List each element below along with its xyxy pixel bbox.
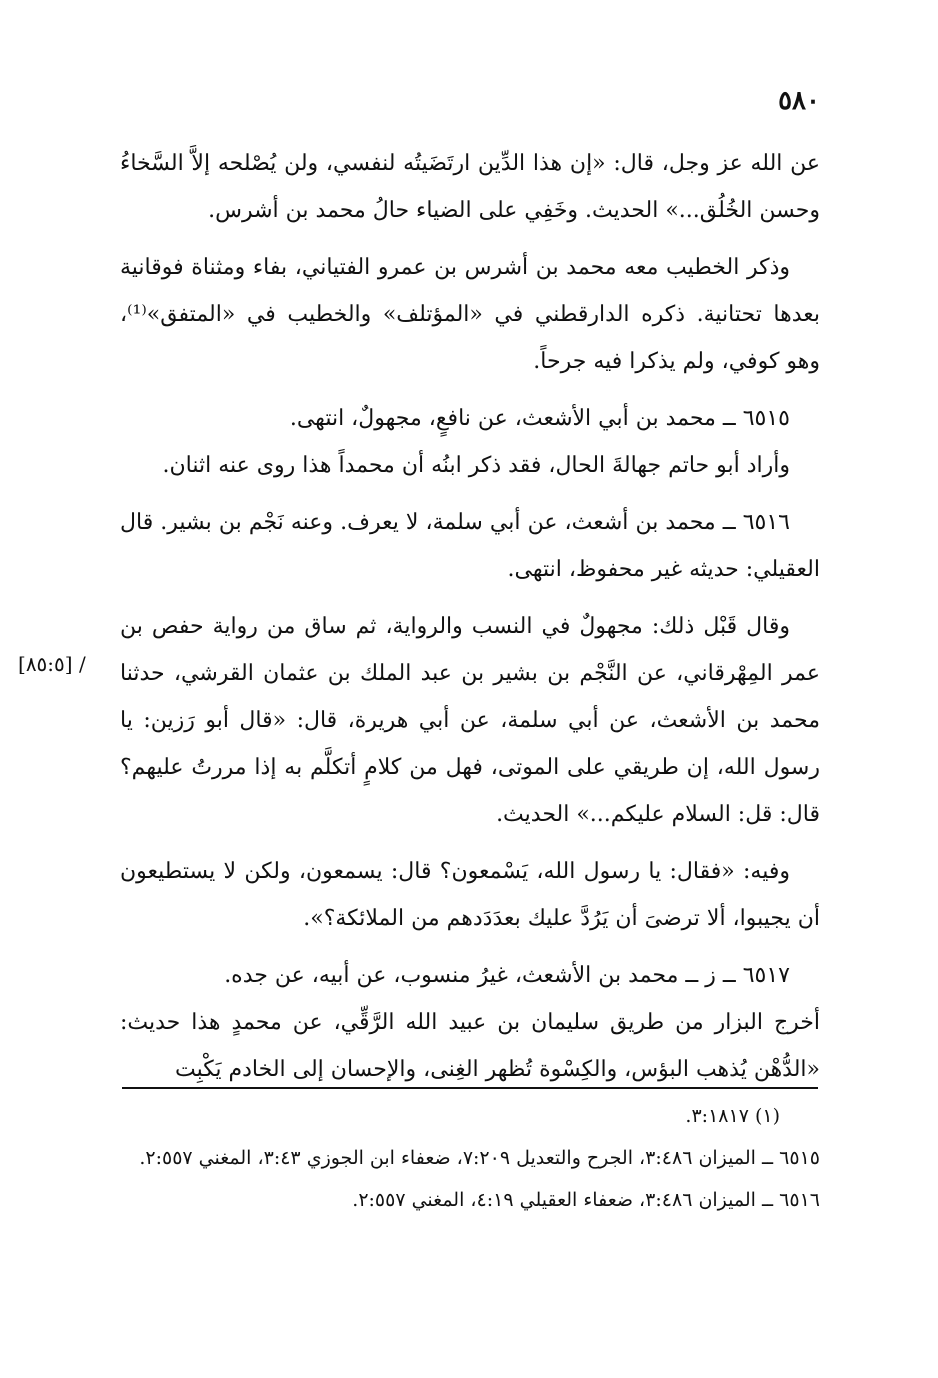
paragraph-hadith-detail: وفيه: «فقال: يا رسول الله، يَسْمعون؟ قال: يسمعون، ولكن لا يستطيعون أن يجيبوا، ألا ترضىَ أن يَرُدَّ عليك بعدَدَدهم من الملائكة؟». — [120, 859, 820, 931]
paragraph-bazzar: أخرج البزار من طريق سليمان بن عبيد الله الرَّقِّي، عن محمدٍ هذا حديث: «الدُّهْن يُذهب البؤس، والكِسْوة تُظهر الغِنى، والإحسان إلى الخادم يَكْبِت — [120, 1010, 820, 1082]
footnote-6515: ٦٥١٥ ــ الميزان ٣:٤٨٦، الجرح والتعديل ٧:٢٠٩، ضعفاء ابن الجوزي ٣:٤٣، المغني ٢:٥٥٧. — [139, 1147, 820, 1169]
footnote-6516: ٦٥١٦ ــ الميزان ٣:٤٨٦، ضعفاء العقيلي ٤:١٩، المغني ٢:٥٥٧. — [352, 1189, 820, 1211]
footnote-1: (١) ٣:١٨١٧. — [685, 1105, 780, 1127]
entry-6516: ٦٥١٦ ــ محمد بن أشعث، عن أبي سلمة، لا يعرف. وعنه نَجْم بن بشير. قال العقيلي: حديثه غير محفوظ، انتهى. — [120, 510, 820, 582]
footnotes — [120, 1098, 820, 1224]
paragraph-uqayli-narration: وقال قَبْل ذلك: مجهولٌ في النسب والرواية، ثم ساق من رواية حفص بن عمر المِهْرقاني، عن النَّجْم بن بشير بن عبد الملك بن عثمان القرشي، حدثنا محمد بن الأشعث، عن أبي سلمة، عن أبي هريرة، قال: «قال أبو رَزين: يا رسول الله، إن طريقي على الموتى، فهل من كلامٍ أتكلَّم به إذا مررتُ عليهم؟ قال: قل: السلام عليكم...» الحديث. — [120, 614, 820, 827]
paragraph-khatib-mention: وذكر الخطيب معه محمد بن أشرس بن عمرو الفتياني، بفاء ومثناة فوقانية بعدها تحتانية. ذكره الدارقطني في «المؤتلف» والخطيب في «المتفق»⁽¹⁾، وهو كوفي، ولم يذكرا فيه جرحاً. — [120, 255, 820, 374]
main-text — [120, 140, 820, 1103]
paragraph-abu-hatim: وأراد أبو حاتم جهالةَ الحال، فقد ذكر ابنُه أن محمداً هذا روى عنه اثنان. — [162, 453, 790, 478]
paragraph-hadith-continuation: عن الله عز وجل، قال: «إن هذا الدِّين ارتَضَيتُه لنفسي، ولن يُصْلحه إلاَّ السَّخاءُ وحسن الخُلُق...» الحديث. وخَفِي على الضياء حالُ محمد بن أشرس. — [120, 151, 820, 223]
entry-6517: ٦٥١٧ ــ ز ــ محمد بن الأشعث، غيرُ منسوب، عن أبيه، عن جده. — [224, 963, 790, 988]
footnote-divider — [122, 1087, 818, 1089]
marginal-reference: [٨٥:٥] / — [18, 652, 86, 676]
page-number: ٥٨٠ — [778, 86, 820, 116]
entry-6515: ٦٥١٥ ــ محمد بن أبي الأشعث، عن نافعٍ، مجهولٌ، انتهى. — [289, 406, 790, 431]
